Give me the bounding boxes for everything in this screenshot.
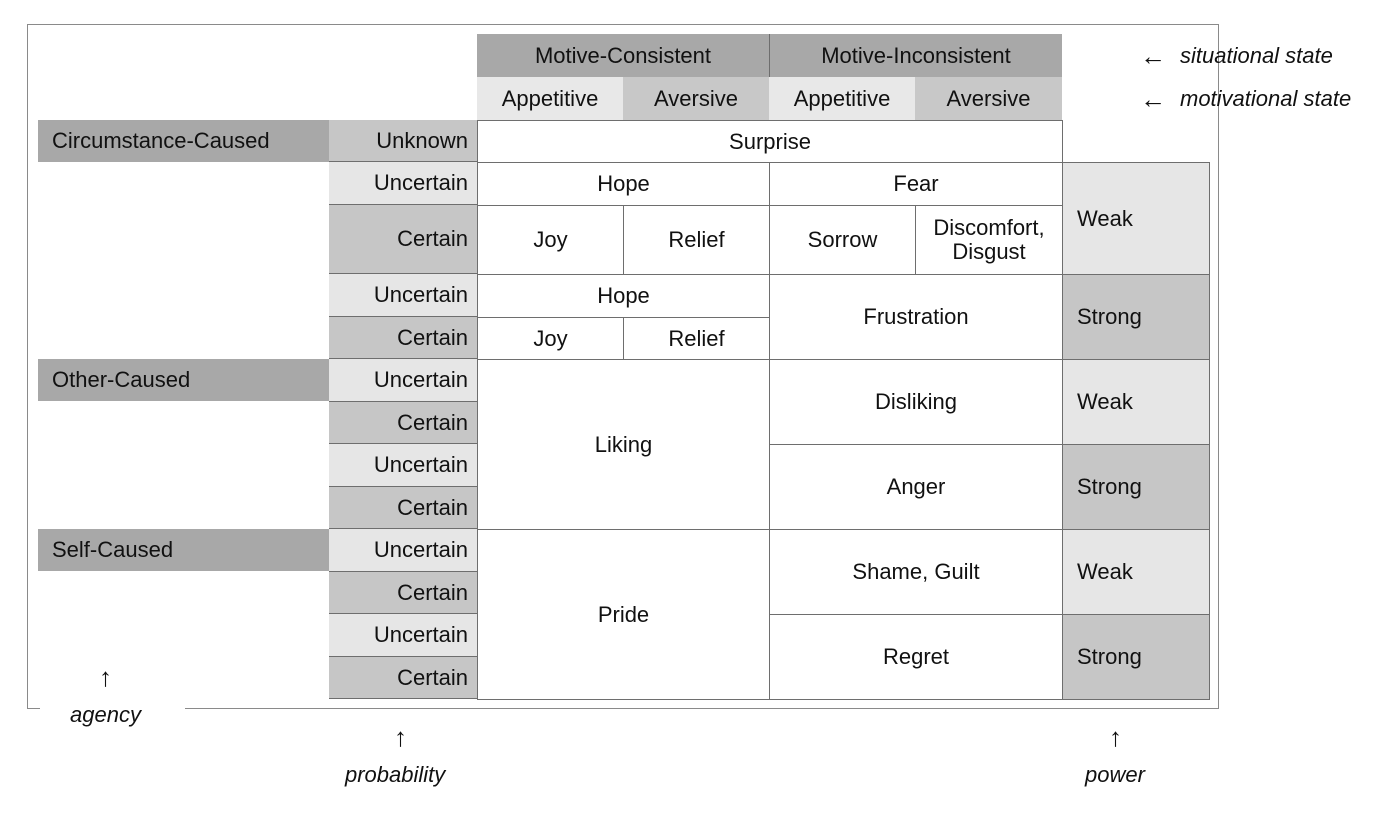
probability-certain: Certain	[329, 205, 477, 274]
power-weak: Weak	[1062, 162, 1210, 275]
header-motive-consistent: Motive-Consistent	[477, 34, 769, 77]
emotion-regret: Regret	[769, 614, 1063, 700]
agency-other-caused: Other-Caused	[38, 359, 329, 401]
emotion-frustration: Frustration	[769, 274, 1063, 360]
probability-certain: Certain	[329, 657, 477, 699]
emotion-hope: Hope	[477, 274, 770, 318]
emotion-relief: Relief	[623, 317, 770, 360]
emotion-relief: Relief	[623, 205, 770, 275]
emotion-pride: Pride	[477, 529, 770, 700]
emotion-discomfort-label: Discomfort,	[933, 215, 1045, 240]
probability-uncertain: Uncertain	[329, 162, 477, 205]
power-arrow: ↑	[1109, 722, 1122, 752]
probability-uncertain: Uncertain	[329, 529, 477, 572]
probability-uncertain: Uncertain	[329, 274, 477, 317]
emotion-discomfort-disgust	[915, 205, 1063, 275]
header-aversive-consistent: Aversive	[623, 77, 769, 120]
header-motive-inconsistent: Motive-Inconsistent	[769, 34, 1062, 77]
agency-label: agency	[70, 702, 141, 727]
emotion-disgust-label: Disgust	[952, 239, 1026, 264]
power-strong: Strong	[1062, 274, 1210, 360]
motivational-state-label: motivational state	[1180, 86, 1352, 111]
situational-state-label: situational state	[1180, 43, 1333, 68]
emotion-disliking: Disliking	[769, 359, 1063, 445]
header-appetitive-consistent: Appetitive	[477, 77, 623, 120]
header-appetitive-inconsistent: Appetitive	[769, 77, 915, 120]
agency-self-caused: Self-Caused	[38, 529, 329, 571]
emotion-sorrow: Sorrow	[769, 205, 916, 275]
probability-arrow: ↑	[394, 722, 407, 752]
emotion-shame-guilt: Shame, Guilt	[769, 529, 1063, 615]
probability-uncertain: Uncertain	[329, 444, 477, 487]
probability-uncertain: Uncertain	[329, 359, 477, 402]
emotion-surprise: Surprise	[477, 120, 1063, 163]
probability-certain: Certain	[329, 572, 477, 614]
emotion-joy: Joy	[477, 205, 624, 275]
power-weak: Weak	[1062, 359, 1210, 445]
motivational-arrow: ←	[1140, 84, 1166, 114]
emotion-fear: Fear	[769, 162, 1063, 206]
power-strong: Strong	[1062, 444, 1210, 530]
probability-label: probability	[345, 762, 446, 787]
probability-certain: Certain	[329, 402, 477, 444]
agency-arrow: ↑	[99, 662, 112, 692]
agency-circumstance-caused: Circumstance-Caused	[38, 120, 329, 162]
probability-unknown: Unknown	[329, 120, 477, 162]
power-label: power	[1085, 762, 1145, 787]
header-aversive-inconsistent: Aversive	[915, 77, 1062, 120]
emotion-anger: Anger	[769, 444, 1063, 530]
situational-arrow: ←	[1140, 41, 1166, 71]
probability-certain: Certain	[329, 487, 477, 529]
power-weak: Weak	[1062, 529, 1210, 615]
emotion-joy: Joy	[477, 317, 624, 360]
probability-uncertain: Uncertain	[329, 614, 477, 657]
emotion-liking: Liking	[477, 359, 770, 530]
probability-certain: Certain	[329, 317, 477, 359]
power-strong: Strong	[1062, 614, 1210, 700]
emotion-hope: Hope	[477, 162, 770, 206]
